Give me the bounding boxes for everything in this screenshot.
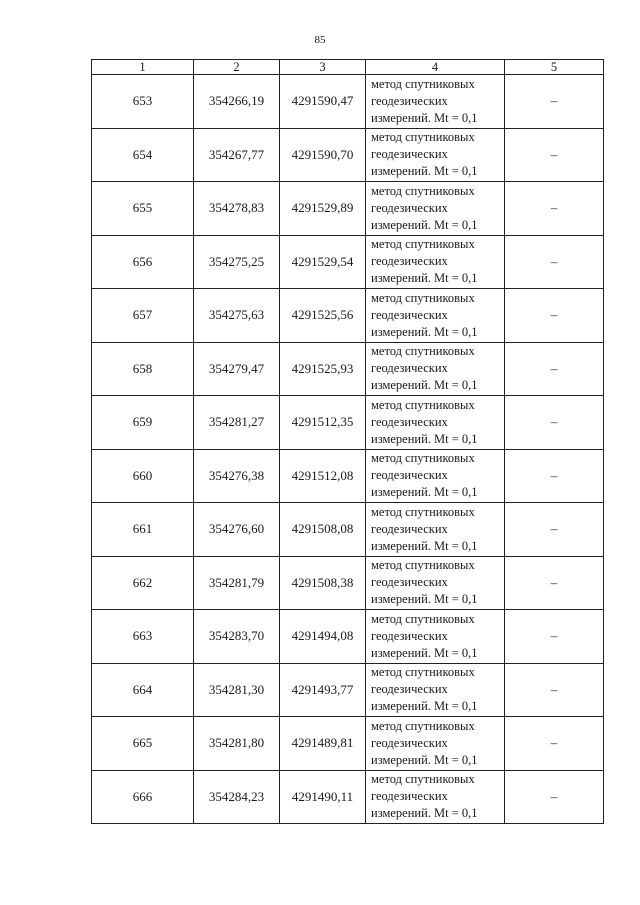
method-text-line: метод спутниковых bbox=[371, 76, 475, 91]
coordinates-table bbox=[91, 59, 604, 824]
method-text-line: геодезических bbox=[371, 414, 448, 429]
table-row bbox=[92, 289, 604, 343]
method-text-line: метод спутниковых bbox=[371, 130, 475, 145]
table-row bbox=[92, 770, 604, 824]
x-coordinate-cell: 354283,70 bbox=[194, 610, 280, 664]
method-cell bbox=[366, 235, 505, 289]
method-text-line: геодезических bbox=[371, 468, 448, 483]
method-text-line: измерений. Mt = 0,1 bbox=[371, 538, 478, 553]
method-cell bbox=[366, 556, 505, 610]
method-text-line: геодезических bbox=[371, 735, 448, 750]
y-coordinate-cell: 4291490,11 bbox=[280, 770, 366, 824]
point-number-cell: 662 bbox=[92, 556, 194, 610]
method-text-line: геодезических bbox=[371, 93, 448, 108]
x-coordinate-cell: 354276,60 bbox=[194, 503, 280, 557]
y-coordinate-cell: 4291508,38 bbox=[280, 556, 366, 610]
method-cell bbox=[366, 75, 505, 129]
x-coordinate-cell: 354279,47 bbox=[194, 342, 280, 396]
table-row bbox=[92, 396, 604, 450]
method-text-line: метод спутниковых bbox=[371, 344, 475, 359]
method-cell bbox=[366, 663, 505, 717]
method-text-line: геодезических bbox=[371, 628, 448, 643]
table-row bbox=[92, 342, 604, 396]
y-coordinate-cell: 4291493,77 bbox=[280, 663, 366, 717]
note-cell: – bbox=[505, 289, 604, 343]
point-number-cell: 665 bbox=[92, 717, 194, 771]
y-coordinate-cell: 4291590,70 bbox=[280, 128, 366, 182]
method-text-line: измерений. Mt = 0,1 bbox=[371, 592, 478, 607]
point-number-cell: 663 bbox=[92, 610, 194, 664]
method-text-line: геодезических bbox=[371, 361, 448, 376]
method-text-line: геодезических bbox=[371, 147, 448, 162]
point-number-cell: 664 bbox=[92, 663, 194, 717]
table-row bbox=[92, 503, 604, 557]
x-coordinate-cell: 354276,38 bbox=[194, 449, 280, 503]
method-text-line: измерений. Mt = 0,1 bbox=[371, 431, 478, 446]
x-coordinate-cell: 354275,63 bbox=[194, 289, 280, 343]
method-text-line: метод спутниковых bbox=[371, 451, 475, 466]
y-coordinate-cell: 4291529,89 bbox=[280, 182, 366, 236]
y-coordinate-cell: 4291590,47 bbox=[280, 75, 366, 129]
method-text-line: измерений. Mt = 0,1 bbox=[371, 645, 478, 660]
point-number-cell: 653 bbox=[92, 75, 194, 129]
method-text-line: метод спутниковых bbox=[371, 397, 475, 412]
x-coordinate-cell: 354284,23 bbox=[194, 770, 280, 824]
method-text-line: измерений. Mt = 0,1 bbox=[371, 324, 478, 339]
point-number-cell: 666 bbox=[92, 770, 194, 824]
method-text-line: метод спутниковых bbox=[371, 290, 475, 305]
note-cell: – bbox=[505, 449, 604, 503]
method-text-line: геодезических bbox=[371, 200, 448, 215]
method-cell bbox=[366, 449, 505, 503]
table-row bbox=[92, 182, 604, 236]
table-row bbox=[92, 663, 604, 717]
note-cell: – bbox=[505, 235, 604, 289]
x-coordinate-cell: 354281,79 bbox=[194, 556, 280, 610]
column-header-5: 5 bbox=[505, 60, 604, 75]
method-text-line: метод спутниковых bbox=[371, 237, 475, 252]
point-number-cell: 659 bbox=[92, 396, 194, 450]
method-text-line: геодезических bbox=[371, 521, 448, 536]
method-text-line: измерений. Mt = 0,1 bbox=[371, 699, 478, 714]
method-text-line: измерений. Mt = 0,1 bbox=[371, 271, 478, 286]
note-cell: – bbox=[505, 182, 604, 236]
x-coordinate-cell: 354281,30 bbox=[194, 663, 280, 717]
y-coordinate-cell: 4291512,35 bbox=[280, 396, 366, 450]
method-text-line: метод спутниковых bbox=[371, 665, 475, 680]
method-cell bbox=[366, 503, 505, 557]
point-number-cell: 658 bbox=[92, 342, 194, 396]
table-row bbox=[92, 235, 604, 289]
method-text-line: измерений. Mt = 0,1 bbox=[371, 217, 478, 232]
y-coordinate-cell: 4291512,08 bbox=[280, 449, 366, 503]
x-coordinate-cell: 354281,27 bbox=[194, 396, 280, 450]
method-text-line: метод спутниковых bbox=[371, 611, 475, 626]
point-number-cell: 657 bbox=[92, 289, 194, 343]
method-text-line: измерений. Mt = 0,1 bbox=[371, 752, 478, 767]
note-cell: – bbox=[505, 128, 604, 182]
method-text-line: измерений. Mt = 0,1 bbox=[371, 164, 478, 179]
point-number-cell: 661 bbox=[92, 503, 194, 557]
note-cell: – bbox=[505, 396, 604, 450]
note-cell: – bbox=[505, 342, 604, 396]
table-body bbox=[92, 75, 604, 824]
method-text-line: метод спутниковых bbox=[371, 718, 475, 733]
note-cell: – bbox=[505, 75, 604, 129]
method-text-line: геодезических bbox=[371, 789, 448, 804]
method-text-line: метод спутниковых bbox=[371, 772, 475, 787]
table-row bbox=[92, 75, 604, 129]
page-number: 85 bbox=[314, 34, 326, 46]
note-cell: – bbox=[505, 717, 604, 771]
note-cell: – bbox=[505, 663, 604, 717]
column-header-1: 1 bbox=[92, 60, 194, 75]
method-text-line: измерений. Mt = 0,1 bbox=[371, 110, 478, 125]
method-cell bbox=[366, 396, 505, 450]
method-cell bbox=[366, 128, 505, 182]
table-row bbox=[92, 128, 604, 182]
note-cell: – bbox=[505, 770, 604, 824]
method-text-line: геодезических bbox=[371, 682, 448, 697]
x-coordinate-cell: 354281,80 bbox=[194, 717, 280, 771]
y-coordinate-cell: 4291525,93 bbox=[280, 342, 366, 396]
point-number-cell: 656 bbox=[92, 235, 194, 289]
method-cell bbox=[366, 717, 505, 771]
method-cell bbox=[366, 770, 505, 824]
y-coordinate-cell: 4291494,08 bbox=[280, 610, 366, 664]
point-number-cell: 660 bbox=[92, 449, 194, 503]
method-text-line: измерений. Mt = 0,1 bbox=[371, 806, 478, 821]
table-row bbox=[92, 449, 604, 503]
method-text-line: геодезических bbox=[371, 575, 448, 590]
method-cell bbox=[366, 182, 505, 236]
method-cell bbox=[366, 342, 505, 396]
y-coordinate-cell: 4291525,56 bbox=[280, 289, 366, 343]
note-cell: – bbox=[505, 503, 604, 557]
x-coordinate-cell: 354278,83 bbox=[194, 182, 280, 236]
x-coordinate-cell: 354275,25 bbox=[194, 235, 280, 289]
method-text-line: измерений. Mt = 0,1 bbox=[371, 378, 478, 393]
method-text-line: метод спутниковых bbox=[371, 504, 475, 519]
note-cell: – bbox=[505, 556, 604, 610]
x-coordinate-cell: 354267,77 bbox=[194, 128, 280, 182]
point-number-cell: 655 bbox=[92, 182, 194, 236]
column-header-3: 3 bbox=[280, 60, 366, 75]
method-text-line: метод спутниковых bbox=[371, 558, 475, 573]
note-cell: – bbox=[505, 610, 604, 664]
table-row bbox=[92, 610, 604, 664]
column-header-2: 2 bbox=[194, 60, 280, 75]
y-coordinate-cell: 4291529,54 bbox=[280, 235, 366, 289]
table-row bbox=[92, 556, 604, 610]
point-number-cell: 654 bbox=[92, 128, 194, 182]
method-text-line: измерений. Mt = 0,1 bbox=[371, 485, 478, 500]
method-cell bbox=[366, 289, 505, 343]
method-text-line: геодезических bbox=[371, 307, 448, 322]
y-coordinate-cell: 4291508,08 bbox=[280, 503, 366, 557]
table-row bbox=[92, 717, 604, 771]
column-header-4: 4 bbox=[366, 60, 505, 75]
y-coordinate-cell: 4291489,81 bbox=[280, 717, 366, 771]
method-text-line: метод спутниковых bbox=[371, 183, 475, 198]
x-coordinate-cell: 354266,19 bbox=[194, 75, 280, 129]
method-cell bbox=[366, 610, 505, 664]
method-text-line: геодезических bbox=[371, 254, 448, 269]
header-row bbox=[92, 60, 604, 75]
